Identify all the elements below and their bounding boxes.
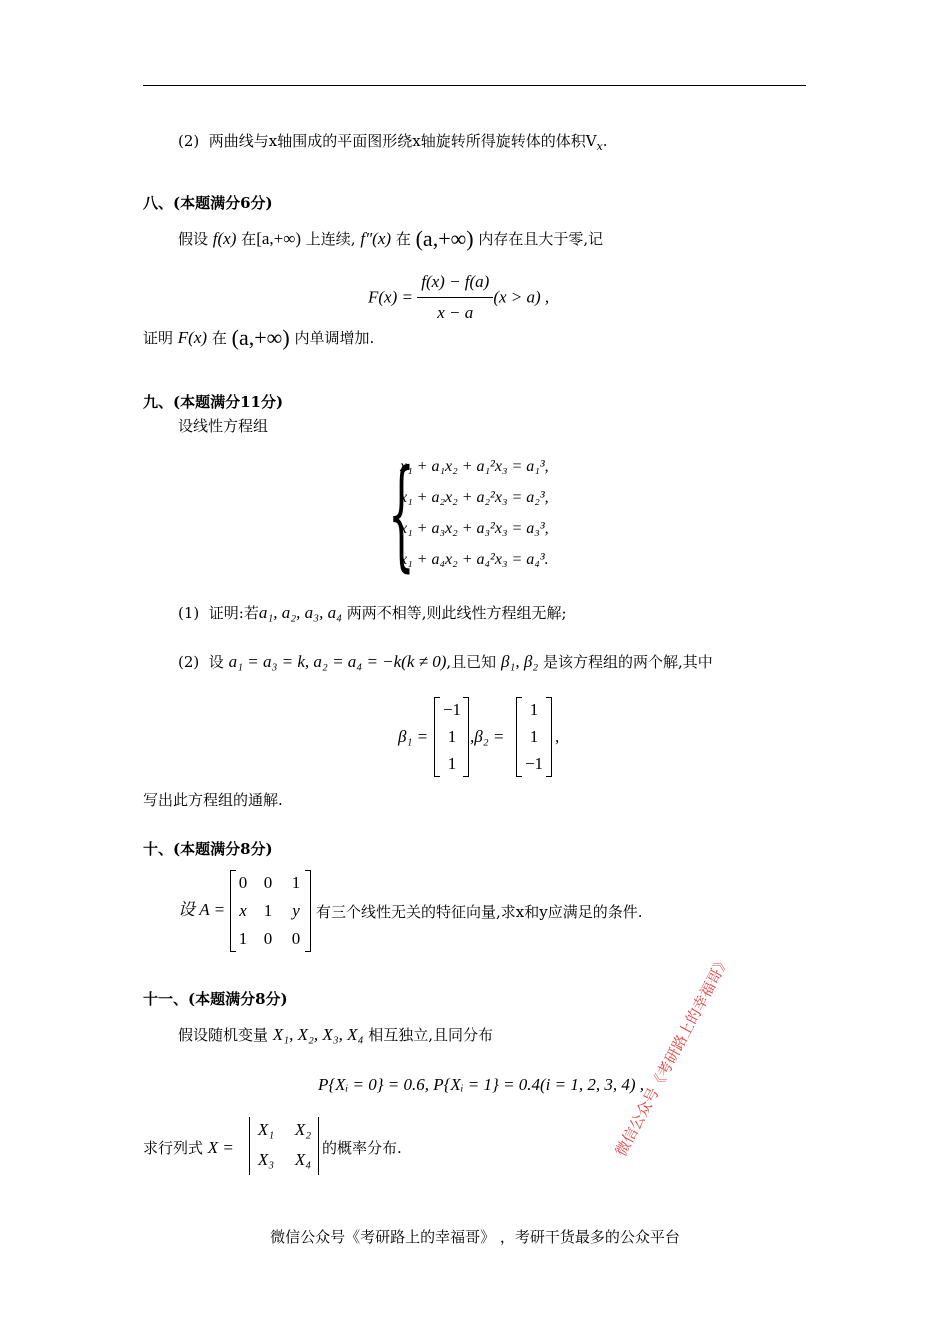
q9-equation-2: x₁ + a₂x₂ + a₂²x₃ = a₂³,: [400, 489, 549, 506]
q10-lhs: 设 A =: [178, 900, 226, 919]
q9-intro: 设线性方程组: [178, 417, 269, 435]
q9-outro: 写出此方程组的通解.: [143, 791, 283, 809]
q11-det-prefix: 求行列式 X =: [143, 1138, 234, 1157]
q11-det-entry: X₄: [294, 1150, 312, 1169]
q9-beta2-entry: 1: [529, 700, 539, 719]
q9-equation-4: x₁ + a₄x₂ + a₄²x₃ = a₄³.: [400, 551, 549, 568]
q9-beta1-entry: −1: [442, 700, 462, 719]
q8-premise: 假设 f(x) 在[a,+∞) 上连续, f″(x) 在 (a,+∞) 内存在且大于零,记: [178, 226, 604, 251]
q9-beta1-entry: 1: [447, 727, 457, 746]
q9-equation-1: x₁ + a₁x₂ + a₁²x₃ = a₁³,: [400, 458, 549, 475]
q8-F-fraction: $\frac{f(x) - f(a)}{x - a}$: [417, 270, 493, 325]
q10-heading: 十、(本题满分8分): [143, 840, 273, 858]
q10-matrix-entry: 0: [263, 929, 273, 948]
q10-matrix-entry: y: [292, 901, 300, 920]
q9-part1: (1) 证明:若a₁, a₂, a₃, a₄ 两两不相等,则此线性方程组无解;: [178, 603, 567, 622]
q11-det-entry: X₂: [294, 1120, 312, 1139]
q10-matrix-entry: 1: [238, 929, 248, 948]
q10-matrix-entry: 1: [263, 901, 273, 920]
q10-matrix-entry: 1: [291, 873, 301, 892]
q8-heading: 八、(本题满分6分): [143, 194, 273, 212]
q7-part2: (2) 两曲线与x轴围成的平面图形绕x轴旋转所得旋转体的体积$V_x$.: [178, 132, 608, 153]
q10-tail: 有三个线性无关的特征向量,求x和y应满足的条件.: [316, 903, 643, 921]
q9-beta1-label: β₁ =: [398, 727, 429, 746]
q9-part2: (2) 设 a₁ = a₃ = k, a₂ = a₄ = −k(k ≠ 0),且已知 β₁, β₂ 是该方程组的两个解,其中: [178, 652, 713, 671]
q9-system-brace: {: [388, 445, 415, 584]
q10-matrix-entry: 0: [263, 873, 273, 892]
q8-conclusion: 证明 F(x) 在 (a,+∞) 内单调增加.: [143, 325, 375, 350]
q7-part2-number: (2): [178, 132, 200, 150]
q7-part2-sub: x: [596, 140, 603, 153]
q9-equation-3: x₁ + a₃x₂ + a₃²x₃ = a₃³,: [400, 520, 549, 537]
q9-beta1-entry: 1: [447, 754, 457, 773]
watermark: 微信公众号《考研路上的幸福哥》: [611, 952, 734, 1160]
q10-matrix-entry: x: [239, 901, 247, 920]
q11-det-entry: X₁: [257, 1120, 275, 1139]
q10-matrix-entry: 0: [291, 929, 301, 948]
q11-distribution: P{Xᵢ = 0} = 0.6, P{Xᵢ = 1} = 0.4(i = 1, 2, 3, 4) ,: [318, 1075, 645, 1094]
q11-heading: 十一、(本题满分8分): [143, 990, 288, 1008]
q11-det-entry: X₃: [257, 1150, 275, 1169]
q9-beta2-entry: 1: [529, 727, 539, 746]
q11-det-right-bar: [318, 1117, 319, 1175]
q9-beta2-label: ,β₂ =: [470, 727, 505, 746]
q9-heading: 九、(本题满分11分): [143, 393, 284, 411]
q7-part2-text: 两曲线与x轴围成的平面图形绕x轴旋转所得旋转体的体积V: [208, 132, 597, 150]
q11-intro: 假设随机变量 X₁, X₂, X₃, X₄ 相互独立,且同分布: [178, 1025, 494, 1044]
q10-matrix-entry: 0: [238, 873, 248, 892]
header-rule: [143, 85, 806, 86]
footer: 微信公众号《考研路上的幸福哥》 ，考研干货最多的公众平台: [270, 1228, 680, 1246]
q9-beta-end: ,: [555, 727, 560, 746]
q8-F-definition: F(x) = $\frac{f(x) - f(a)}{x - a}$ (x > a) ,: [368, 270, 549, 325]
q9-beta2-right-bracket: [546, 697, 552, 777]
q9-beta1-right-bracket: [463, 697, 469, 777]
q11-det-left-bar: [249, 1117, 250, 1175]
q11-det-suffix: 的概率分布.: [322, 1139, 402, 1157]
q10-matrix-right-bracket: [305, 870, 311, 952]
q9-beta2-entry: −1: [524, 754, 544, 773]
